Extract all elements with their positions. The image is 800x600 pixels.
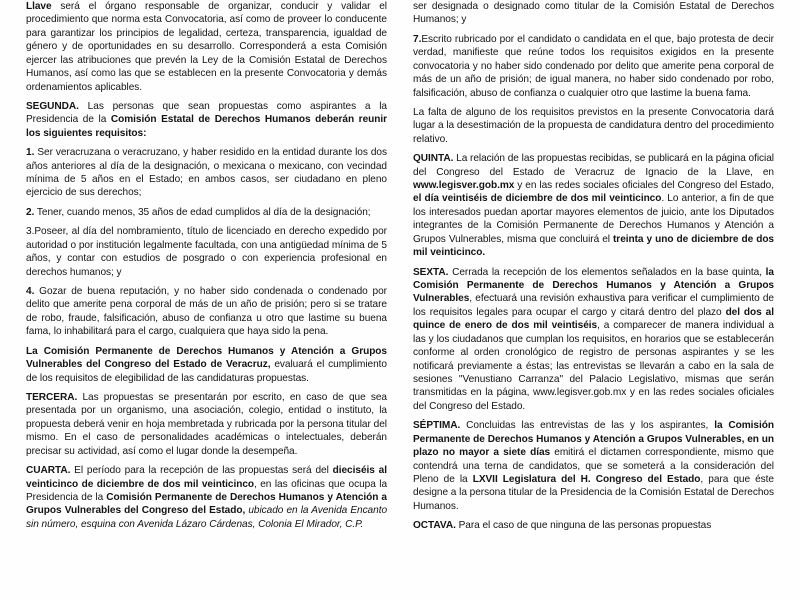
text-run: Las propuestas se presentarán por escrito, en caso de que sea presentada por un organismo, una asociación, colegio, entidad o instituto, la propuesta deberá venir en hoja membretada y rubricada por la persona titular del mismo. En el caso de personalidades académicas o intelectuales, deberán precisar su actividad, así como el lugar donde la desempeña. (26, 391, 387, 457)
text-run: 1. (26, 147, 35, 159)
text-run: la Comisión Permanente de Derechos Humanos y Atención a Grupos Vulnerables, en un plazo no mayor a siete días (413, 420, 774, 459)
text-run: Poseer, al día del nombramiento, título de licenciado en derecho expedido por autoridad o por institución legalmente facultada, con una antigüedad mínima de 5 años, y contar con estudios de posgrado o con experiencia profesional en derechos humanos; y (26, 226, 387, 278)
para-segunda (26, 100, 387, 140)
para-falta (413, 106, 774, 146)
para-sexta (413, 266, 774, 414)
text-run: , efectuará una revisión exhaustiva para verificar el cumplimiento de los requisitos legales para ocupar el cargo y citará dentro del plazo (413, 293, 774, 318)
text-run: SEGUNDA. (26, 100, 79, 112)
text-run: QUINTA. (413, 153, 454, 165)
text-run: Escrito rubricado por el candidato o candidata en el que, bajo protesta de decir verdad, manifieste que reúne todos los requisitos exigidos en la presente convocatoria y no haber sido condenado por delito que amerite pena corporal de más de un año de prisión; de igual manera, no haber sido condenado por robo, falsificación, abuso de confianza o cualquier otro que lastime la buena fama. (413, 33, 774, 99)
text-run: 7. (413, 33, 422, 45)
text-run: el día veintiséis de diciembre de dos mil veinticinco (413, 193, 662, 205)
para-llave (26, 0, 387, 94)
para-octava (413, 519, 774, 532)
text-run: CUARTA. (26, 465, 71, 477)
text-run: Gozar de buena reputación, y no haber sido condenada o condenado por delito que amerite pena corporal de más de un año de prisión; pero si se tratare de robo, fraude, falsificación, abuso de confianza u otro que lastime su buena fama, lo inhabilitará para el cargo, cualquiera que haya sido la pena. (26, 286, 387, 338)
text-run: La falta de alguno de los requisitos previstos en la presente Convocatoria dará lugar a la desestimación de la propuesta de candidatura dentro del procedimiento relativo. (413, 106, 774, 145)
text-run: LXVII Legislatura del H. Congreso del Estado (472, 473, 701, 485)
para-req-7 (413, 33, 774, 100)
para-tercera (26, 391, 387, 458)
text-run: Comisión Estatal de Derechos Humanos (110, 114, 311, 126)
text-run: treinta y uno de diciembre de dos mil veinticinco. (413, 233, 774, 259)
text-run: , para que éste designe a la persona titular de la Presidencia de la Comisión Estatal de Derechos Humanos. (413, 473, 774, 512)
text-run: OCTAVA. (413, 520, 456, 532)
text-run: , a comparecer de manera individual a las y los ciudadanos que cumplan los requisitos, en horarios que se establecerán conforme al orden cronológico de registro de personas aspirantes y se les notificará previamente a éstas; las entrevistas se llevarán a cabo en la sala de sesiones "Venustiano Carranza" del Palacio Legislativo, mismas que serán transmitidas en la página, www.legisver.gob.mx y en las redes sociales oficiales del Congreso del Estado. (413, 320, 774, 412)
text-run: Comisión Permanente de Derechos Humanos y Atención a Grupos Vulnerables del Congreso del Estado, (26, 491, 387, 517)
text-run: Ser veracruzana o veracruzano, y haber residido en la entidad durante los dos años anteriores al día de la designación, o mexicana o mexicano, con vecindad mínima de 5 años en el Estado; en ambos casos, ser ciudadano en pleno ejercicio de sus derechos; (26, 147, 387, 199)
para-comision-permanente (26, 345, 387, 385)
text-run: TERCERA. (26, 391, 78, 403)
text-run: ser designada o designado como titular de la Comisión Estatal de Derechos Humanos; y (413, 1, 774, 26)
text-run: Concluidas las entrevistas de las y los aspirantes, (460, 420, 715, 432)
text-run: deberán reunir los siguientes requisitos: (26, 114, 387, 139)
text-run: Para el caso de que ninguna de las personas propuestas (455, 520, 712, 532)
para-req-4 (26, 285, 387, 339)
text-run: emitirá el dictamen correspondiente, mismo que contendrá una terna de candidatos, que se someterá a la consideración del Pleno de la (413, 447, 774, 485)
text-run: La relación de las propuestas recibidas, se publicará en la página oficial del Congreso del Estado de Veracruz de Ignacio de la Llave, en (413, 153, 774, 178)
para-quinta (413, 152, 774, 259)
text-run: Las personas que sean propuestas como aspirantes a la Presidencia de la (26, 100, 387, 126)
text-run: Tener, cuando menos, 35 años de edad cumplidos al día de la designación; (34, 206, 371, 218)
right-text-column (413, 0, 774, 539)
para-req-1 (26, 146, 387, 200)
text-run: SÉPTIMA. (413, 420, 461, 432)
text-run: Llave (26, 1, 52, 12)
text-run: y en las redes sociales oficiales del Congreso del Estado, (514, 180, 774, 192)
text-run: , en las oficinas que ocupa la Presidencia de la (26, 478, 388, 503)
text-run: 3. (26, 226, 35, 238)
para-req-3 (26, 225, 387, 279)
text-run: Cerrada la recepción de los elementos señalados en la base quinta, (448, 266, 766, 278)
para-septima (413, 419, 774, 513)
text-run: SEXTA. (413, 266, 449, 278)
text-run: 2. (26, 206, 35, 218)
text-run: del dos al quince de enero de dos mil veintiséis (413, 306, 774, 332)
text-run: ubicado en la Avenida Encanto sin número, esquina con Avenida Lázaro Cárdenas, Colonia El Mirador, C.P. (26, 505, 388, 530)
text-run: 4. (26, 286, 35, 298)
text-run: dieciséis al veinticinco de diciembre de dos mil veinticinco (26, 465, 387, 490)
two-column-body (26, 0, 774, 600)
para-titular (413, 0, 774, 27)
text-run: www.legisver.gob.mx (413, 180, 515, 192)
text-run: La Comisión Permanente de Derechos Humanos y Atención a Grupos Vulnerables del Congreso del Estado de Veracruz, (26, 345, 387, 371)
text-run: . Lo anterior, a fin de que los interesados puedan aportar mayores elementos de juicio, ante los Diputados integrantes de la Comisión Permanente de Derechos Humanos y Atención a Grupos Vulnerables, misma que concluirá el (413, 193, 775, 245)
para-cuarta (26, 464, 387, 531)
text-run: evaluará el cumplimiento de los requisitos de elegibilidad de las candidaturas propuestas. (26, 359, 387, 384)
left-text-column (26, 0, 387, 537)
text-run: El período para la recepción de las propuestas será del (70, 465, 333, 477)
para-req-2 (26, 206, 387, 219)
text-run: será el órgano responsable de organizar, conducir y validar el procedimiento que norma esta Convocatoria, así como de proveer lo conducente para garantizar los principios de legalidad, certeza, transparencia, igualdad de género y de oportunidades en su desarrollo. Corresponderá a esta Comisión ejercer las atribuciones que prevén la Ley de la Comisión Estatal de Derechos Humanos, así como las que se establecen en la presente Convocatoria y demás ordenamientos aplicables. (26, 1, 387, 93)
text-run: la Comisión Permanente de Derechos Humanos y Atención a Grupos Vulnerables (413, 266, 774, 305)
